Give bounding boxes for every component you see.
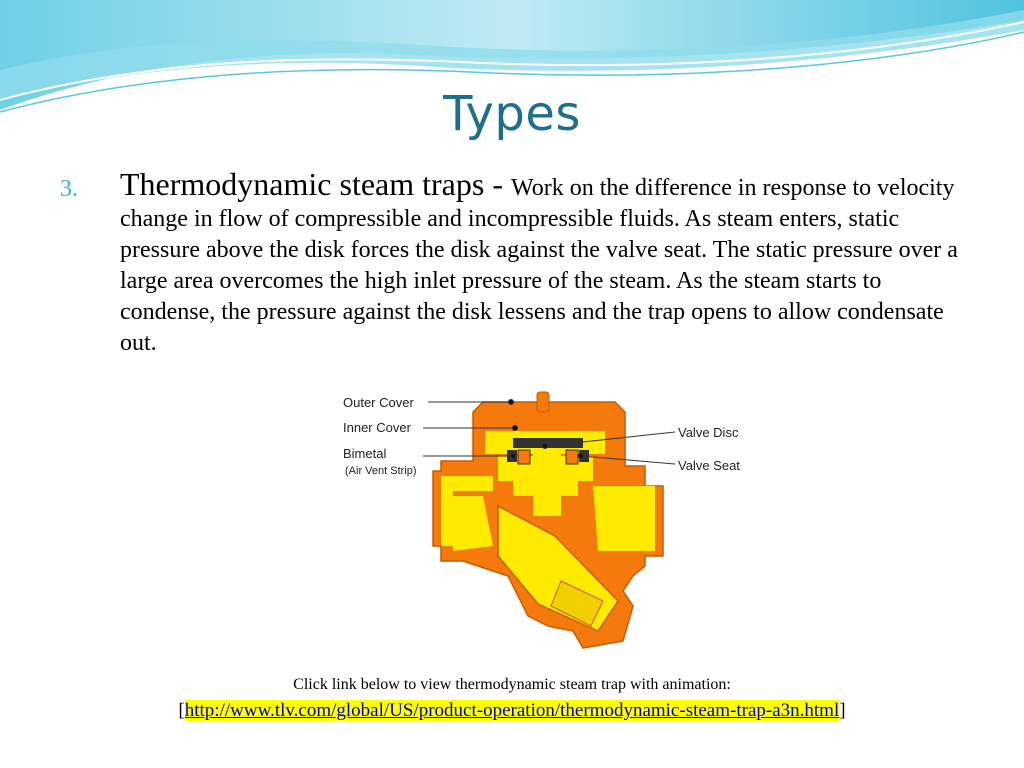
label-valve-seat: Valve Seat [678, 458, 740, 473]
label-bimetal: Bimetal [343, 446, 387, 461]
label-outer-cover: Outer Cover [343, 395, 414, 410]
animation-link[interactable]: http://www.tlv.com/global/US/product-operation/thermodynamic-steam-trap-a3n.html [184, 700, 840, 721]
link-line [0, 700, 1024, 722]
bracket-open: [ [178, 700, 185, 721]
steam-trap-diagram [333, 386, 753, 656]
list-item [120, 166, 965, 359]
bracket-close: ] [839, 700, 846, 721]
label-valve-disc: Valve Disc [678, 425, 739, 440]
item-body: Work on the difference in response to velocity change in flow of compressible and incompressible fluids. As steam enters, static pressure above the disk forces the disk against the valve seat. The static pressure over a large area overcomes the high inlet pressure of the steam. As the steam starts to condense, the pressure against the disk lessens and the trap opens to allow condensate out. [120, 175, 958, 356]
item-heading: Thermodynamic steam traps - [120, 166, 511, 202]
link-caption: Click link below to view thermodynamic steam trap with animation: [293, 676, 731, 693]
label-bimetal-sub: (Air Vent Strip) [345, 465, 417, 477]
slide-title: Types [443, 86, 581, 142]
label-inner-cover: Inner Cover [343, 420, 411, 435]
list-item-number: 3. [60, 176, 78, 202]
